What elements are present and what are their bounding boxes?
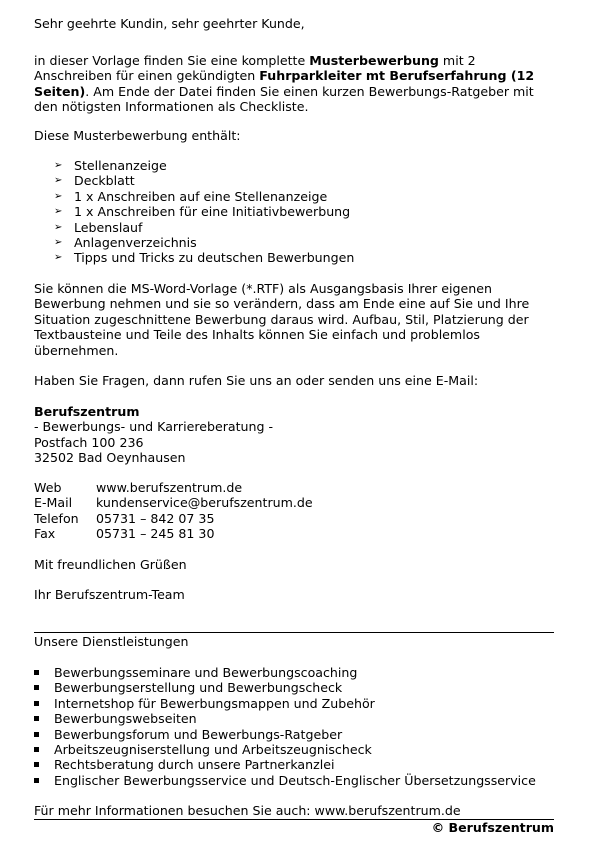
square-bullet-icon bbox=[34, 716, 39, 721]
address-block bbox=[34, 404, 273, 466]
arrow-bullet-icon: ➢ bbox=[54, 175, 63, 187]
arrow-bullet-icon: ➢ bbox=[54, 160, 63, 171]
checklist-item bbox=[54, 173, 354, 188]
service-item bbox=[34, 711, 536, 726]
service-item bbox=[34, 665, 536, 680]
city: 32502 Bad Oeynhausen bbox=[34, 450, 186, 466]
service-item bbox=[34, 696, 536, 711]
arrow-bullet-icon: ➢ bbox=[54, 252, 63, 264]
company-subtitle: - Bewerbungs- und Karriereberatung - bbox=[34, 419, 274, 435]
checklist bbox=[54, 158, 354, 266]
service-item-label: Bewerbungswebseiten bbox=[54, 711, 197, 727]
postbox: Postfach 100 236 bbox=[34, 434, 144, 450]
square-bullet-icon bbox=[34, 670, 39, 675]
arrow-bullet-icon: ➢ bbox=[54, 236, 63, 248]
intro-text-1: in dieser Vorlage finden Sie eine komplette bbox=[34, 53, 310, 68]
square-bullet-icon bbox=[34, 762, 39, 767]
square-bullet-icon bbox=[34, 685, 39, 690]
checklist-item-label: Tipps und Tricks zu deutschen Bewerbungen bbox=[74, 250, 355, 266]
service-item-label: Bewerbungserstellung und Bewerbungscheck bbox=[54, 680, 343, 696]
contact-row-phone bbox=[34, 511, 313, 526]
checklist-item bbox=[54, 189, 354, 204]
service-item-label: Englischer Bewerbungsservice und Deutsch-Englischer Übersetzungsservice bbox=[54, 772, 536, 788]
checklist-item-label: Anlagenverzeichnis bbox=[74, 234, 197, 250]
square-bullet-icon bbox=[34, 732, 39, 737]
arrow-bullet-icon: ➢ bbox=[54, 206, 63, 218]
service-item bbox=[34, 680, 536, 695]
service-item-label: Arbeitszeugniserstellung und Arbeitszeugnischeck bbox=[54, 741, 372, 757]
checklist-item-label: Stellenanzeige bbox=[74, 158, 167, 173]
checklist-item-label: 1 x Anschreiben auf eine Stellenanzeige bbox=[74, 188, 328, 204]
contact-label: Fax bbox=[34, 526, 56, 542]
intro-paragraph bbox=[34, 53, 554, 115]
square-bullet-icon bbox=[34, 778, 39, 783]
email-link[interactable]: kundenservice@berufszentrum.de bbox=[96, 495, 313, 511]
intro-bold-2: Fuhrparkleiter mt Berufserfahrung (12 Seiten) bbox=[34, 68, 535, 99]
intro-text-2: mit 2 Anschreiben für einen gekündigten bbox=[34, 53, 476, 84]
services-list bbox=[34, 665, 536, 788]
intro-bold-1: Musterbewerbung bbox=[309, 53, 439, 68]
contact-row-email bbox=[34, 495, 313, 510]
web-link[interactable]: www.berufszentrum.de bbox=[96, 480, 243, 495]
service-item bbox=[34, 727, 536, 742]
arrow-bullet-icon: ➢ bbox=[54, 190, 63, 202]
contact-label: E-Mail bbox=[34, 495, 73, 511]
signature-team: Ihr Berufszentrum-Team bbox=[34, 587, 185, 602]
checklist-item bbox=[54, 204, 354, 219]
contact-label: Telefon bbox=[34, 510, 79, 526]
checklist-item-label: Deckblatt bbox=[74, 173, 135, 189]
service-item bbox=[34, 757, 536, 772]
company-name: Berufszentrum bbox=[34, 404, 140, 419]
checklist-item bbox=[54, 235, 354, 250]
questions-line: Haben Sie Fragen, dann rufen Sie uns an oder senden uns eine E-Mail: bbox=[34, 373, 479, 388]
usage-paragraph: Sie können die MS-Word-Vorlage (*.RTF) als Ausgangsbasis Ihrer eigenen Bewerbung nehmen und sie so verändern, dass am Ende eine auf Sie und Ihre Situation zugeschnittene Bewerbung daraus wird. Aufbau, Stil, Platzierung der Textbausteine und Teile des Inhalts können Sie einfach und problemlos übernehmen. bbox=[34, 281, 530, 358]
contact-label: Web bbox=[34, 480, 62, 495]
contains-heading: Diese Musterbewerbung enthält: bbox=[34, 128, 241, 143]
service-item bbox=[34, 773, 536, 788]
service-item bbox=[34, 742, 536, 757]
checklist-item-label: Lebenslauf bbox=[74, 219, 143, 235]
square-bullet-icon bbox=[34, 701, 39, 706]
contact-row-web bbox=[34, 480, 313, 495]
service-item-label: Rechtsberatung durch unsere Partnerkanzlei bbox=[54, 757, 335, 773]
copyright-notice: © Berufszentrum bbox=[431, 820, 554, 835]
salutation: Sehr geehrte Kundin, sehr geehrter Kunde, bbox=[34, 16, 305, 31]
divider bbox=[34, 632, 554, 633]
closing-greeting: Mit freundlichen Grüßen bbox=[34, 557, 187, 572]
service-item-label: Internetshop für Bewerbungsmappen und Zubehör bbox=[54, 695, 375, 711]
phone-number: 05731 – 842 07 35 bbox=[96, 510, 215, 526]
checklist-item bbox=[54, 250, 354, 265]
contact-row-fax bbox=[34, 526, 313, 541]
checklist-item bbox=[54, 158, 354, 173]
more-info-line: Für mehr Informationen besuchen Sie auch: www.berufszentrum.de bbox=[34, 803, 461, 818]
contact-block bbox=[34, 480, 313, 542]
square-bullet-icon bbox=[34, 747, 39, 752]
checklist-item-label: 1 x Anschreiben für eine Initiativbewerbung bbox=[74, 204, 351, 220]
fax-number: 05731 – 245 81 30 bbox=[96, 526, 215, 542]
intro-text-3: . Am Ende der Datei finden Sie einen kurzen Bewerbungs-Ratgeber mit den nötigsten Informationen als Checkliste. bbox=[34, 83, 534, 115]
service-item-label: Bewerbungsforum und Bewerbungs-Ratgeber bbox=[54, 726, 343, 742]
checklist-item bbox=[54, 220, 354, 235]
services-heading: Unsere Dienstleistungen bbox=[34, 634, 189, 649]
service-item-label: Bewerbungsseminare und Bewerbungscoaching bbox=[54, 665, 358, 680]
arrow-bullet-icon: ➢ bbox=[54, 221, 63, 233]
